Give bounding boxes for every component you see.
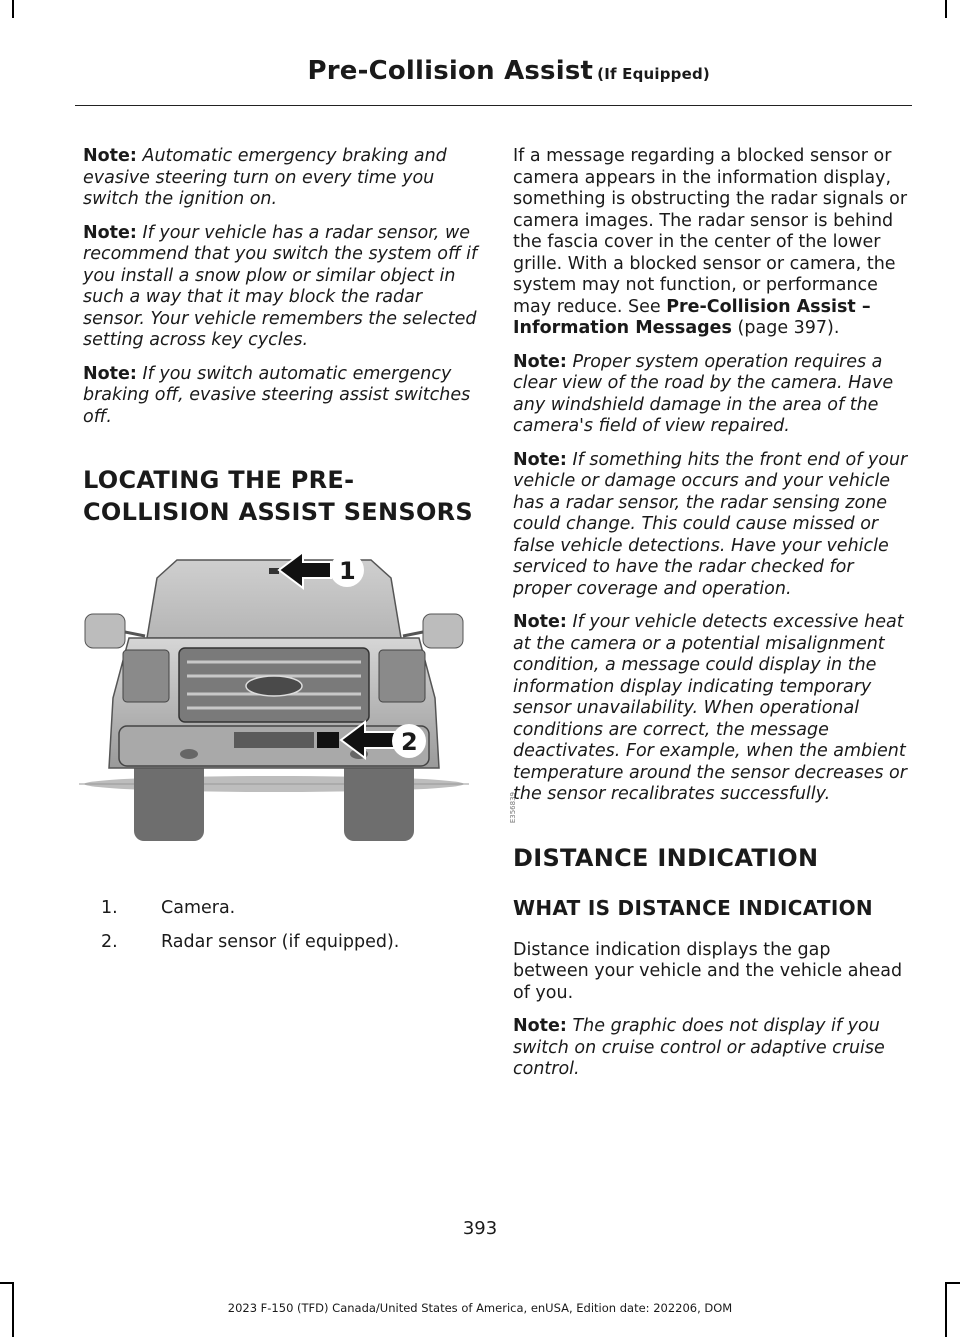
left-column [83,146,517,965]
list-item: 1. Camera. [101,898,236,918]
list-item: 2. Radar sensor (if equipped). [101,931,400,952]
crop-mark [945,0,947,18]
crop-mark [12,0,14,18]
page-header-title: Pre-Collision Assist (If Equipped) [307,56,710,86]
body-paragraph: Distance indication displays the gap between your vehicle and the vehicle ahead of you. [513,939,903,1003]
note-paragraph: Note: If your vehicle detects excessive heat at the camera or a potential misalignment condition, a message could display in the information display indicating temporary sensor unavailability. When operational conditions are correct, the message deactivates. For example, when the ambient temperature around the sensor decreases or the sensor recalibrates successfully. [513,612,907,804]
figure-code: E356839 [509,792,517,824]
page-footer: 2023 F-150 (TFD) Canada/United States of America, enUSA, Edition date: 202206, DOM [227,1301,733,1315]
note-paragraph: Note: If your vehicle has a radar sensor, we recommend that you switch the system off if you install a snow plow or similar object in such a way that it may block the radar sensor. Your vehicle remembers the selected setting across key cycles. [83,222,478,350]
subsection-heading: WHAT IS DISTANCE INDICATION [513,895,873,920]
callout-label-2: 2 [401,728,418,756]
truck-front-illustration [79,548,517,848]
header-divider [75,105,912,106]
cross-reference-link[interactable]: Pre-Collision Assist – Information Messages [513,296,871,338]
page-number: 393 [462,1218,498,1239]
note-paragraph: Note: Automatic emergency braking and evasive steering turn on every time you switch the ignition on. [83,146,447,209]
note-paragraph: Note: If you switch automatic emergency braking off, evasive steering assist switches off. [83,363,471,427]
crop-mark [945,1282,960,1284]
sensor-location-figure [79,548,517,848]
section-heading: LOCATING THE PRE-COLLISION ASSIST SENSORS [83,466,474,526]
body-paragraph: If a message regarding a blocked sensor or camera appears in the information display, something is obstructing the radar signals or camera images. The radar sensor is behind the fascia cover in the center of the lower grille. With a blocked sensor or camera, the system may not function, or performance may reduce. See Pre-Collision Assist – Information Messages (page 397). [513,146,908,338]
note-paragraph: Note: If something hits the front end of your vehicle or damage occurs and your vehicle has a radar sensor, the radar sensing zone could change. This could cause missed or false vehicle detections. Have your vehicle serviced to have the radar checked for proper coverage and operation. [513,449,908,599]
callout-label-1: 1 [339,557,356,585]
right-column [513,146,911,1093]
page-header-subtitle: (If Equipped) [597,65,710,83]
section-heading: DISTANCE INDICATION [513,843,819,872]
note-paragraph: Note: Proper system operation requires a clear view of the road by the camera. Have any windshield damage in the area of the camera's field of view repaired. [513,351,894,436]
note-paragraph: Note: The graphic does not display if you switch on cruise control or adaptive cruise control. [513,1016,885,1079]
